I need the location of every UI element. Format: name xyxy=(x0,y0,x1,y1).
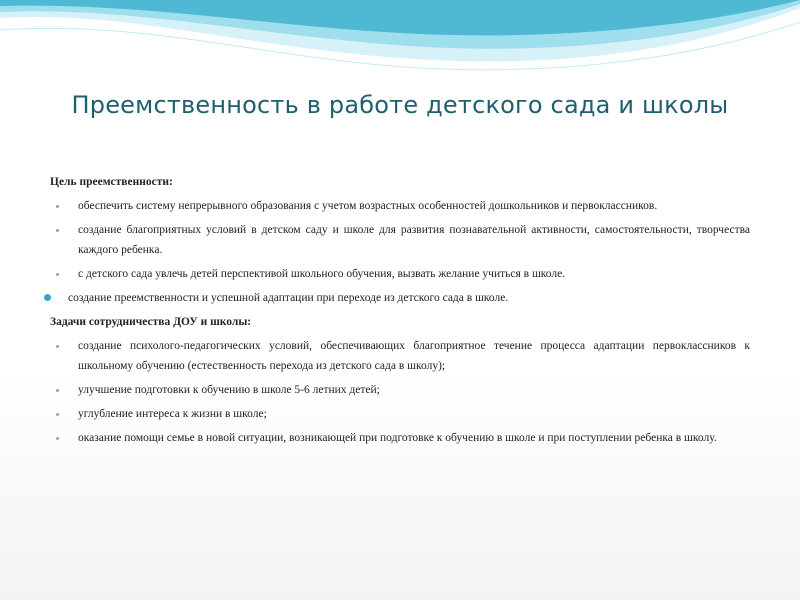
bullet-dot-icon xyxy=(56,437,59,440)
bullet-dot-icon xyxy=(56,389,59,392)
slide-title: Преемственность в работе детского сада и школы xyxy=(71,91,729,119)
goal-item xyxy=(44,220,750,260)
task-item xyxy=(44,428,750,448)
task-item xyxy=(44,380,750,400)
goal-item-text: с детского сада увлечь детей перспективой школьного обучения, вызвать желание учиться в школе. xyxy=(78,268,566,280)
main-point-text: создание преемственности и успешной адаптации при переходе из детского сада в школе. xyxy=(68,292,509,304)
main-point xyxy=(44,288,750,308)
wave-decoration-icon xyxy=(0,0,800,80)
goal-item xyxy=(44,196,750,216)
goal-item-text: создание благоприятных условий в детском саду и школе для развития познавательной активности, самостоятельности, творчества каждого ребенка. xyxy=(78,224,750,256)
task-item-text: создание психолого-педагогических условий, обеспечивающих благоприятное течение процесса адаптации первоклассников к школьному обучению (естественность перехода из детского сада в школу); xyxy=(78,340,750,372)
task-item xyxy=(44,404,750,424)
goal-heading: Цель преемственности: xyxy=(50,176,173,188)
accent-bullet-icon xyxy=(44,294,51,301)
goal-item-text: обеспечить систему непрерывного образования с учетом возрастных особенностей дошкольников и первоклассников. xyxy=(78,200,658,212)
task-item-text: углубление интереса к жизни в школе; xyxy=(78,408,267,420)
task-item xyxy=(44,336,750,376)
task-item-text: улучшение подготовки к обучению в школе 5-6 летних детей; xyxy=(78,384,380,396)
bullet-dot-icon xyxy=(56,413,59,416)
task-item-text: оказание помощи семье в новой ситуации, возникающей при подготовке к обучению в школе и при поступлении ребенка в школу. xyxy=(78,432,717,444)
tasks-heading: Задачи сотрудничества ДОУ и школы: xyxy=(50,316,252,328)
bullet-dot-icon xyxy=(56,273,59,276)
bullet-dot-icon xyxy=(56,345,59,348)
bullet-dot-icon xyxy=(56,229,59,232)
bullet-dot-icon xyxy=(56,205,59,208)
goal-item xyxy=(44,264,750,284)
slide-content xyxy=(44,172,750,452)
